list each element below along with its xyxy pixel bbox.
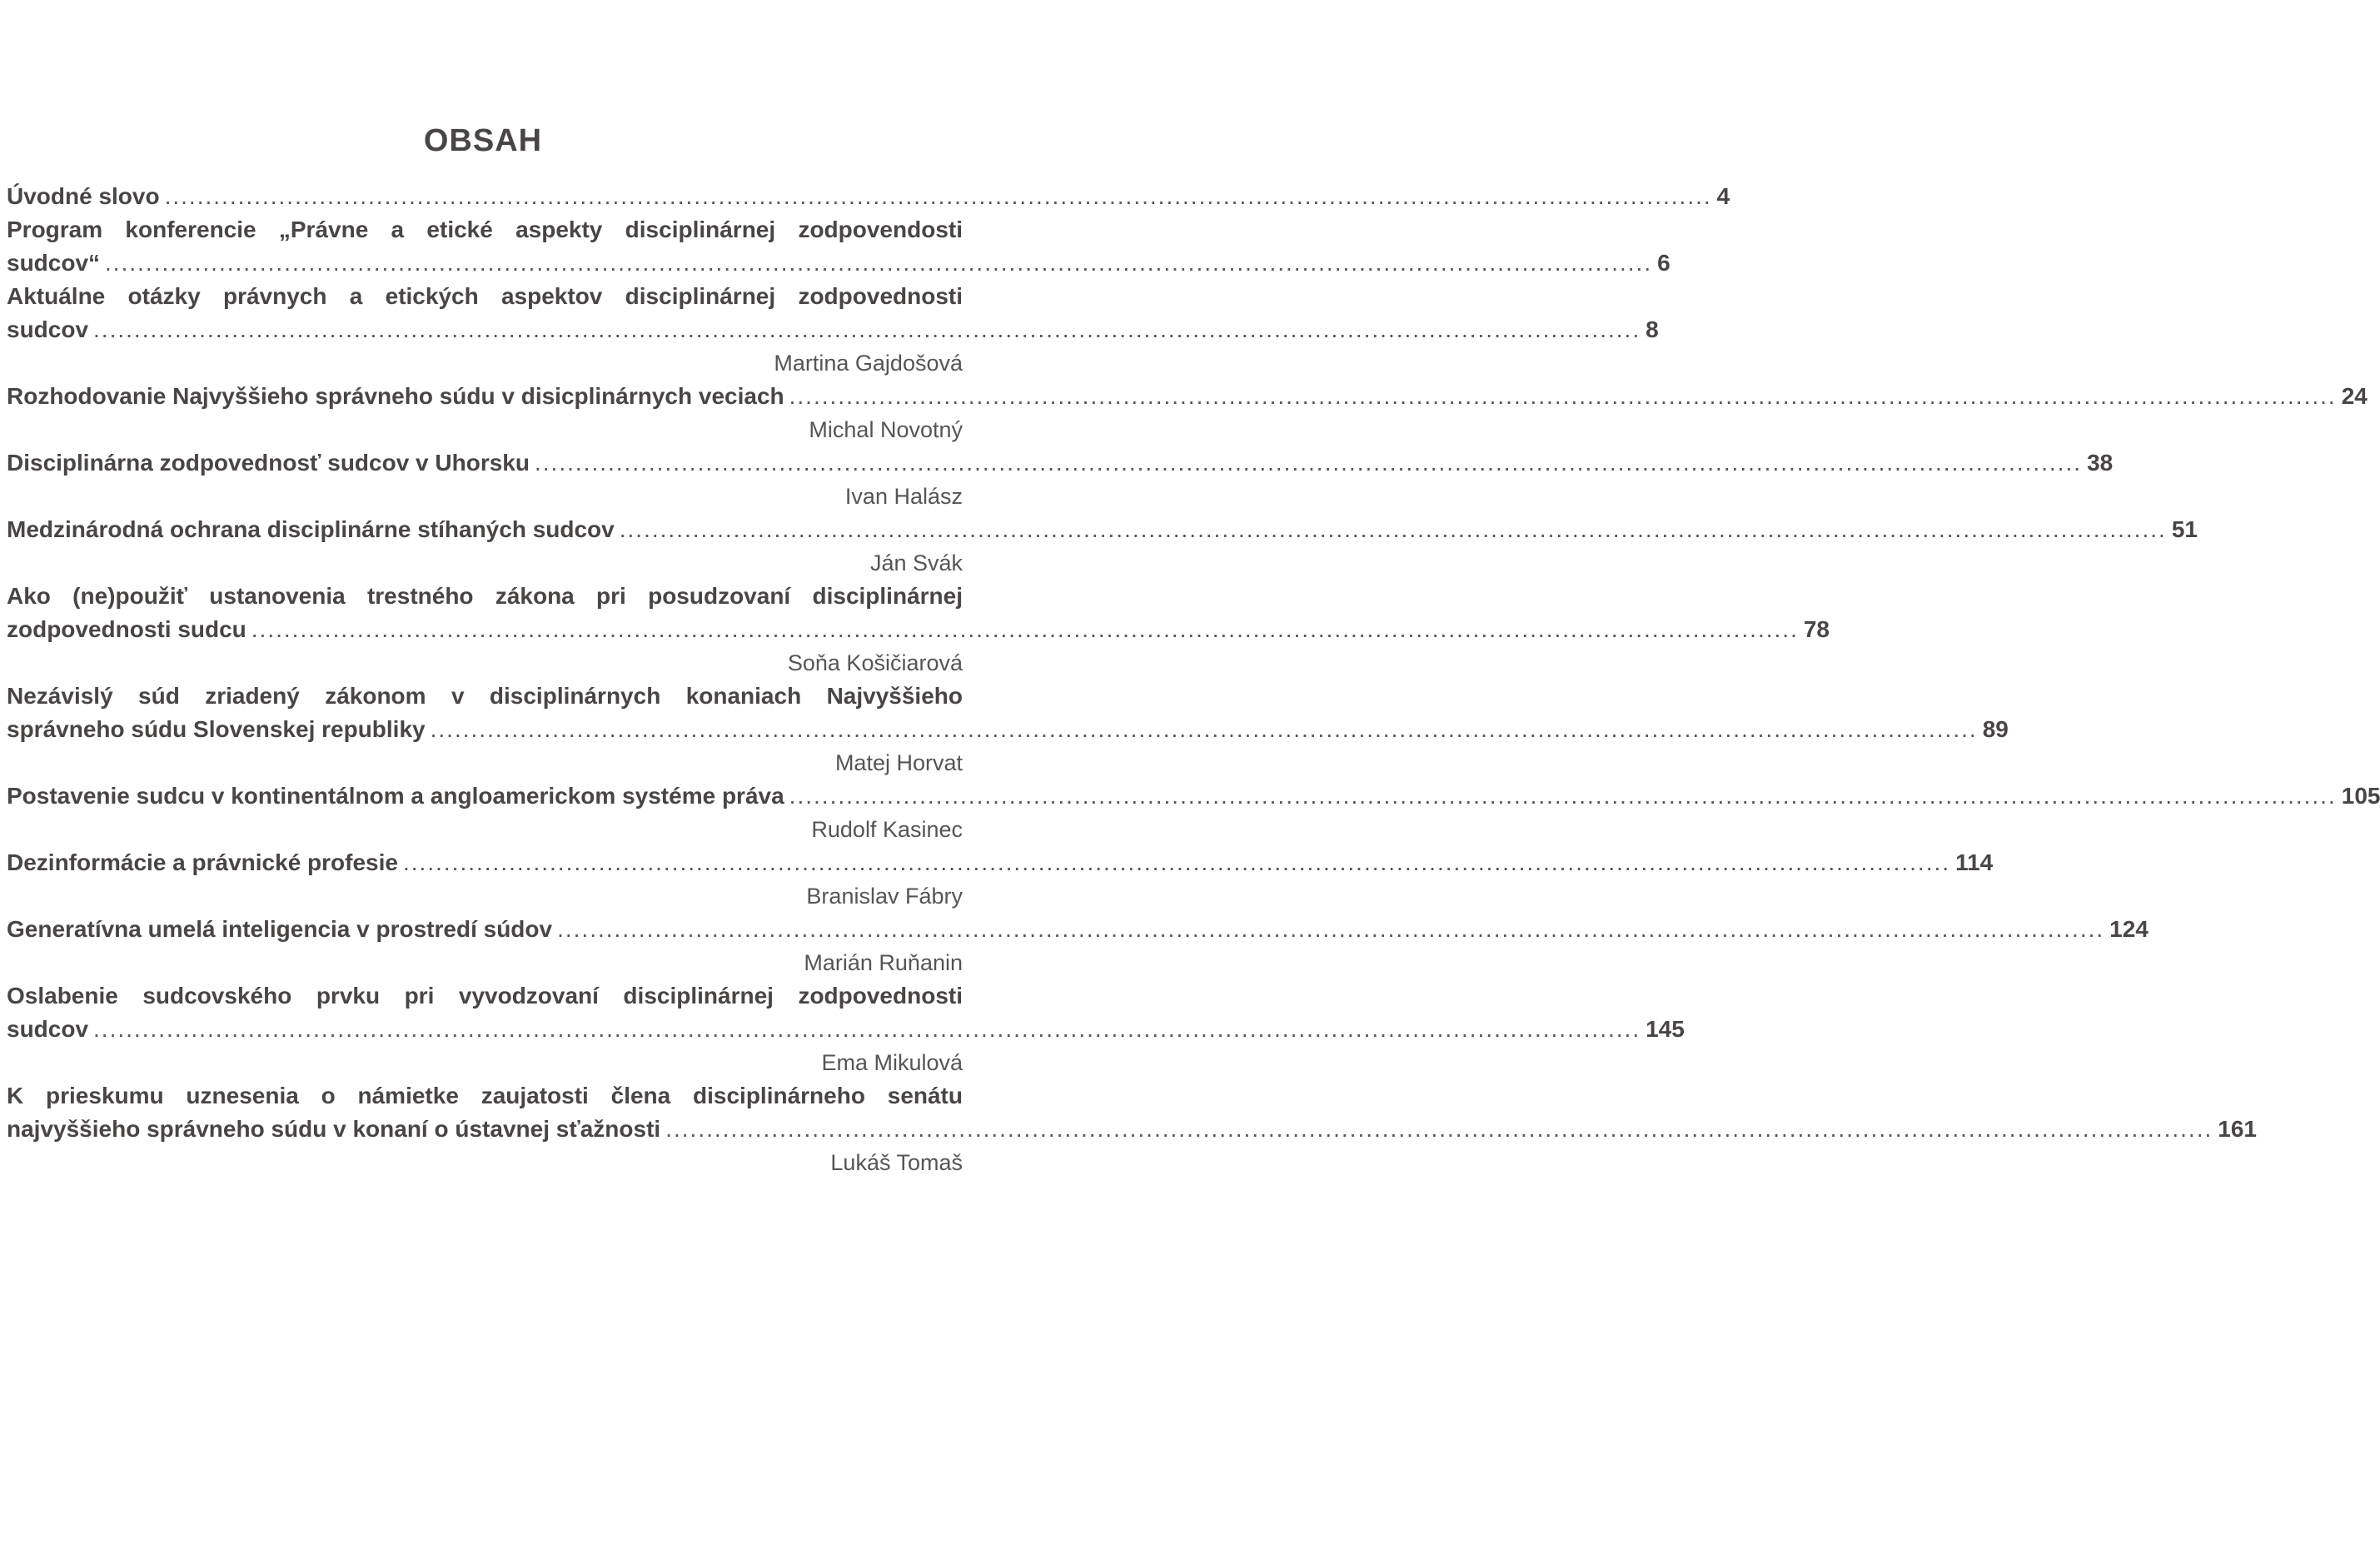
toc-entry — [7, 979, 1685, 1079]
page-title: OBSAH — [423, 123, 543, 158]
dot-leader: .............................................................................................................................................................................................. — [93, 1016, 1641, 1042]
toc-entry-title: Generatívna umelá inteligencia v prostredí súdov — [7, 916, 553, 942]
toc-page-number: 161 — [2218, 1116, 2257, 1142]
toc-entry-title-line: Oslabenie sudcovského prvku pri vyvodzovaní disciplinárnej zodpovednosti — [7, 983, 963, 1009]
toc-page-number: 105 — [2341, 783, 2380, 809]
toc-entry — [7, 913, 2148, 979]
toc-entry-title: Rozhodovanie Najvyššieho správneho súdu v disicplinárnych veciach — [7, 383, 784, 409]
dot-leader: .............................................................................................................................................................................................. — [430, 716, 1978, 742]
dot-leader: .............................................................................................................................................................................................. — [619, 516, 2167, 542]
toc-page-number: 38 — [2087, 450, 2114, 476]
toc-entry-title: správneho súdu Slovenskej republiky — [7, 716, 426, 742]
dot-leader: .............................................................................................................................................................................................. — [164, 183, 1712, 209]
toc-page-number: 89 — [1982, 716, 2009, 742]
toc-author: Matej Horvat — [834, 750, 963, 775]
dot-leader: .............................................................................................................................................................................................. — [789, 383, 2337, 409]
toc-entry — [7, 380, 2368, 446]
toc-page-number: 78 — [1803, 616, 1830, 642]
toc-entry-title: sudcov“ — [7, 250, 101, 276]
toc-author: Lukáš Tomaš — [830, 1150, 963, 1175]
toc-entry-title-line: Program konferencie „Právne a etické aspekty disciplinárnej zodpovendosti — [7, 217, 963, 242]
toc-entry-line — [7, 1113, 2257, 1146]
toc-entry-line — [7, 446, 2114, 480]
toc-page-number: 124 — [2109, 916, 2148, 942]
toc-entry-title: Dezinformácie a právnické profesie — [7, 849, 398, 875]
toc-entry — [7, 213, 1670, 280]
toc-page-number: 51 — [2171, 516, 2198, 542]
toc-entry-line — [7, 313, 1659, 346]
toc-page-number: 4 — [1716, 183, 1730, 209]
toc-entry-line — [7, 713, 2009, 746]
toc-entry-line — [7, 613, 1830, 646]
toc-author: Marián Ruňanin — [804, 950, 963, 975]
toc-author: Branislav Fábry — [806, 884, 963, 909]
toc-author: Soňa Košičiarová — [787, 650, 963, 675]
toc-author: Ivan Halász — [844, 484, 963, 509]
dot-leader: .............................................................................................................................................................................................. — [105, 250, 1653, 276]
dot-leader: .............................................................................................................................................................................................. — [93, 316, 1641, 342]
toc-page-number: 6 — [1657, 250, 1670, 276]
toc-entry-title-line: Ako (ne)použiť ustanovenia trestného zákona pri posudzovaní disciplinárnej — [7, 583, 963, 609]
toc-author: Martina Gajdošová — [774, 351, 963, 376]
toc-entry-title: Úvodné slovo — [7, 183, 160, 209]
dot-leader: .............................................................................................................................................................................................. — [557, 916, 2105, 942]
toc-entry — [7, 846, 1994, 913]
dot-leader: .............................................................................................................................................................................................. — [534, 450, 2083, 476]
toc-entry-line — [7, 1013, 1685, 1046]
dot-leader: .............................................................................................................................................................................................. — [251, 616, 1799, 642]
toc-entry-line — [7, 180, 1730, 213]
toc-entry-line — [7, 913, 2148, 946]
toc-entry — [7, 779, 2380, 846]
toc-entry — [7, 1079, 2257, 1179]
toc-author: Ema Mikulová — [821, 1050, 963, 1075]
toc-entry-title: sudcov — [7, 316, 89, 342]
toc-entry-title-line: K prieskumu uznesenia o námietke zaujatosti člena disciplinárneho senátu — [7, 1083, 963, 1108]
toc-entry — [7, 180, 1730, 213]
toc-author: Michal Novotný — [809, 417, 963, 442]
toc-entry-line — [7, 846, 1994, 879]
toc-entry-title: Postavenie sudcu v kontinentálnom a angloamerickom systéme práva — [7, 783, 784, 809]
table-of-contents — [7, 180, 2380, 1179]
toc-entry-title: Medzinárodná ochrana disciplinárne stíhaných sudcov — [7, 516, 615, 542]
toc-entry-title: Disciplinárna zodpovednosť sudcov v Uhorsku — [7, 450, 530, 476]
toc-page-number: 24 — [2341, 383, 2368, 409]
toc-author: Rudolf Kasinec — [811, 817, 963, 842]
toc-entry-line — [7, 247, 1670, 280]
toc-author: Ján Svák — [869, 550, 963, 575]
toc-entry — [7, 446, 2114, 513]
toc-entry-line — [7, 513, 2198, 546]
dot-leader: .............................................................................................................................................................................................. — [402, 849, 1951, 875]
toc-entry-title: sudcov — [7, 1016, 89, 1042]
toc-entry-title-line: Nezávislý súd zriadený zákonom v disciplinárnych konaniach Najvyššieho — [7, 683, 963, 709]
toc-entry-title: zodpovednosti sudcu — [7, 616, 246, 642]
toc-page-number: 114 — [1955, 849, 1994, 875]
toc-page-number: 8 — [1646, 316, 1659, 342]
toc-entry-line — [7, 380, 2368, 413]
toc-entry — [7, 580, 1830, 680]
toc-entry-line — [7, 779, 2380, 813]
toc-entry — [7, 680, 2009, 779]
toc-page-number: 145 — [1646, 1016, 1685, 1042]
toc-entry-title-line: Aktuálne otázky právnych a etických aspektov disciplinárnej zodpovednosti — [7, 283, 963, 309]
toc-entry-title: najvyššieho správneho súdu v konaní o ústavnej sťažnosti — [7, 1116, 661, 1142]
dot-leader: .............................................................................................................................................................................................. — [665, 1116, 2213, 1142]
dot-leader: .............................................................................................................................................................................................. — [789, 783, 2337, 809]
toc-entry — [7, 513, 2198, 580]
toc-entry — [7, 280, 1659, 380]
